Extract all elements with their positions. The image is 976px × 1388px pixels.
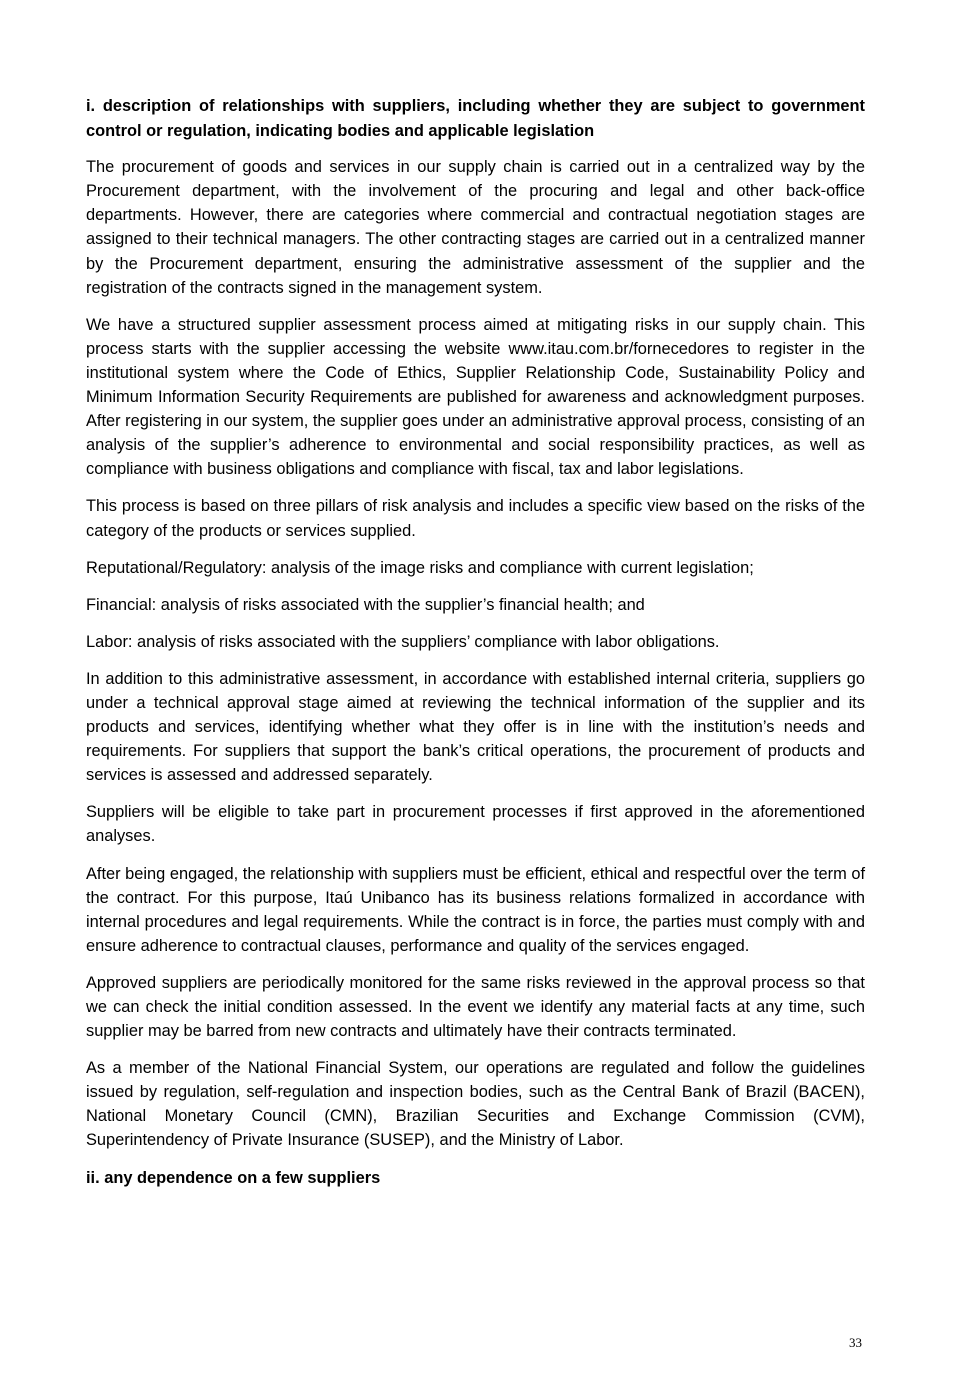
section-heading-i: i. description of relationships with suppliers, including whether they are subject to government control or regulation, indicating bodies and applicable legislation [86,97,865,140]
paragraph-reputational: Reputational/Regulatory: analysis of the image risks and compliance with current legislation; [86,558,754,577]
paragraph-labor: Labor: analysis of risks associated with the suppliers’ compliance with labor obligations. [86,632,720,651]
paragraph-eligibility: Suppliers will be eligible to take part in procurement processes if first approved in the aforementioned analyses. [86,803,865,846]
document-page [86,94,865,1202]
paragraph-regulation: As a member of the National Financial System, our operations are regulated and follow the guidelines issued by regulation, self-regulation and inspection bodies, such as the Central Bank of Brazil (BACEN), National Monetary Council (CMN), Brazilian Securities and Exchange Commission (CVM), Superintendency of Private Insurance (SUSEP), and the Ministry of Labor. [86,1059,865,1150]
paragraph-financial: Financial: analysis of risks associated with the supplier’s financial health; and [86,595,645,614]
page-number: 33 [849,1335,862,1350]
paragraph-assessment-process: We have a structured supplier assessment process aimed at mitigating risks in our supply chain. This process starts with the supplier accessing the website www.itau.com.br/fornecedores to register in the institutional system where the Code of Ethics, Supplier Relationship Code, Sustainability Policy and Minimum Information Security Requirements are published for awareness and acknowledgment purposes. After registering in our system, the supplier goes under an administrative approval process, consisting of an analysis of the supplier’s adherence to environmental and social responsibility practices, as well as compliance with business obligations and compliance with fiscal, tax and labor legislations. [86,315,865,479]
paragraph-monitoring: Approved suppliers are periodically monitored for the same risks reviewed in the approval process so that we can check the initial condition assessed. In the event we identify any material facts at any time, such supplier may be barred from new contracts and ultimately have their contracts terminated. [86,973,865,1041]
paragraph-relationship: After being engaged, the relationship with suppliers must be efficient, ethical and respectful over the term of the contract. For this purpose, Itaú Unibanco has its business relations formalized in accordance with internal procedures and legal requirements. While the contract is in force, the parties must comply with and ensure adherence to contractual clauses, performance and quality of the services engaged. [86,864,865,955]
section-heading-ii: ii. any dependence on a few suppliers [86,1168,381,1187]
paragraph-three-pillars: This process is based on three pillars of risk analysis and includes a specific view based on the risks of the category of the products or services supplied. [86,497,865,540]
paragraph-procurement: The procurement of goods and services in our supply chain is carried out in a centralized way by the Procurement department, with the involvement of the procuring and legal and other back-office departments. However, there are categories where commercial and contractual negotiation stages are assigned to their technical managers. The other contracting stages are carried out in a centralized manner by the Procurement department, ensuring the administrative assessment of the supplier and the registration of the contracts signed in the management system. [86,158,865,297]
paragraph-technical-approval: In addition to this administrative assessment, in accordance with established internal criteria, suppliers go under a technical approval stage aimed at reviewing the technical information of the supplier and its products and services, identifying whether what they offer is in line with the institution’s needs and requirements. For suppliers that support the bank’s critical operations, the procurement of products and services is assessed and addressed separately. [86,669,865,785]
